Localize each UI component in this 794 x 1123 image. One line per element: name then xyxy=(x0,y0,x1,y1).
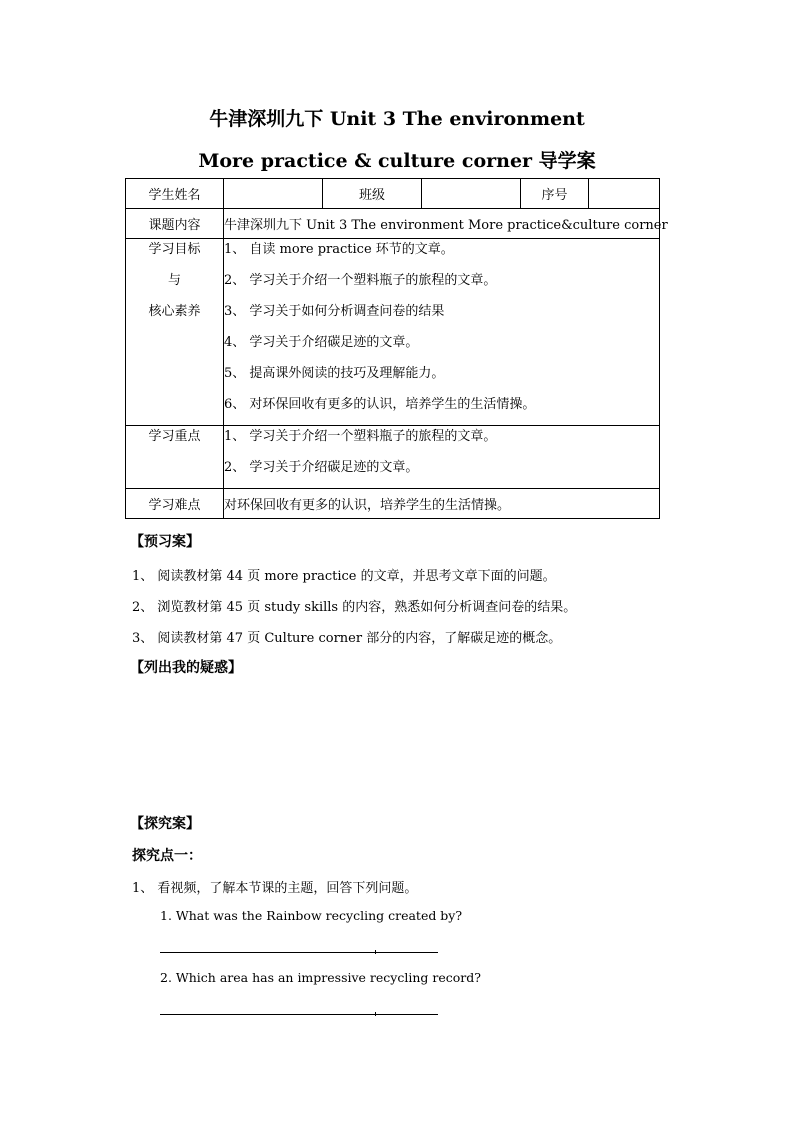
goals-list xyxy=(224,239,660,426)
number-field[interactable] xyxy=(589,179,660,209)
answer-line-2[interactable] xyxy=(160,1014,438,1015)
class-label: 班级 xyxy=(323,179,422,209)
student-info-row xyxy=(126,179,660,209)
goal-item: 5、 提高课外阅读的技巧及理解能力。 xyxy=(224,366,445,381)
goals-label-line-3: 核心素养 xyxy=(148,304,201,319)
topic-label: 课题内容 xyxy=(126,209,224,239)
goal-item: 4、 学习关于介绍碳足迹的文章。 xyxy=(224,335,419,350)
key-points-label xyxy=(126,426,224,489)
key-points-list xyxy=(224,426,660,489)
student-name-field[interactable] xyxy=(224,179,323,209)
key-points-label-text: 学习重点 xyxy=(148,429,201,444)
class-field[interactable] xyxy=(422,179,521,209)
goals-row xyxy=(126,239,660,426)
preview-item: 2、 浏览教材第 45 页 study skills 的内容，熟悉如何分析调查问卷的结果。 xyxy=(132,600,577,615)
difficulty-value: 对环保回收有更多的认识，培养学生的生活情操。 xyxy=(224,489,660,519)
topic-row xyxy=(126,209,660,239)
student-name-label: 学生姓名 xyxy=(126,179,224,209)
document-title-line-1: 牛津深圳九下 Unit 3 The environment xyxy=(209,108,585,130)
preview-item: 3、 阅读教材第 47 页 Culture corner 部分的内容，了解碳足迹的概念。 xyxy=(132,631,562,646)
key-point-item: 1、 学习关于介绍一个塑料瓶子的旅程的文章。 xyxy=(224,429,497,444)
difficulty-row xyxy=(126,489,660,519)
goal-item: 1、 自读 more practice 环节的文章。 xyxy=(224,242,454,257)
goals-label-line-1: 学习目标 xyxy=(148,242,201,257)
key-points-row xyxy=(126,426,660,489)
doubts-writing-area[interactable] xyxy=(130,685,660,795)
goals-label-line-2: 与 xyxy=(167,273,181,288)
explore-heading: 【探究案】 xyxy=(130,816,200,832)
document-title-line-2: More practice & culture corner 导学案 xyxy=(198,150,596,172)
preview-item: 1、 阅读教材第 44 页 more practice 的文章，并思考文章下面的问题。 xyxy=(132,569,556,584)
question-2: 2. Which area has an impressive recycling record? xyxy=(160,970,481,985)
info-table xyxy=(125,178,668,519)
question-1: 1. What was the Rainbow recycling created by? xyxy=(160,908,463,923)
explore-task-1: 1、 看视频，了解本节课的主题，回答下列问题。 xyxy=(132,881,418,896)
preview-heading: 【预习案】 xyxy=(130,534,200,550)
number-label: 序号 xyxy=(521,179,589,209)
goals-label xyxy=(126,239,224,426)
goal-item: 2、 学习关于介绍一个塑料瓶子的旅程的文章。 xyxy=(224,273,497,288)
difficulty-label: 学习难点 xyxy=(126,489,224,519)
doubts-heading: 【列出我的疑惑】 xyxy=(130,660,242,676)
goal-item: 6、 对环保回收有更多的认识，培养学生的生活情操。 xyxy=(224,397,536,412)
explore-point-1: 探究点一： xyxy=(132,848,202,864)
answer-line-1[interactable] xyxy=(160,952,438,953)
topic-value: 牛津深圳九下 Unit 3 The environment More practice&culture corner xyxy=(224,209,660,239)
key-point-item: 2、 学习关于介绍碳足迹的文章。 xyxy=(224,460,419,475)
goal-item: 3、 学习关于如何分析调查问卷的结果 xyxy=(224,304,445,319)
